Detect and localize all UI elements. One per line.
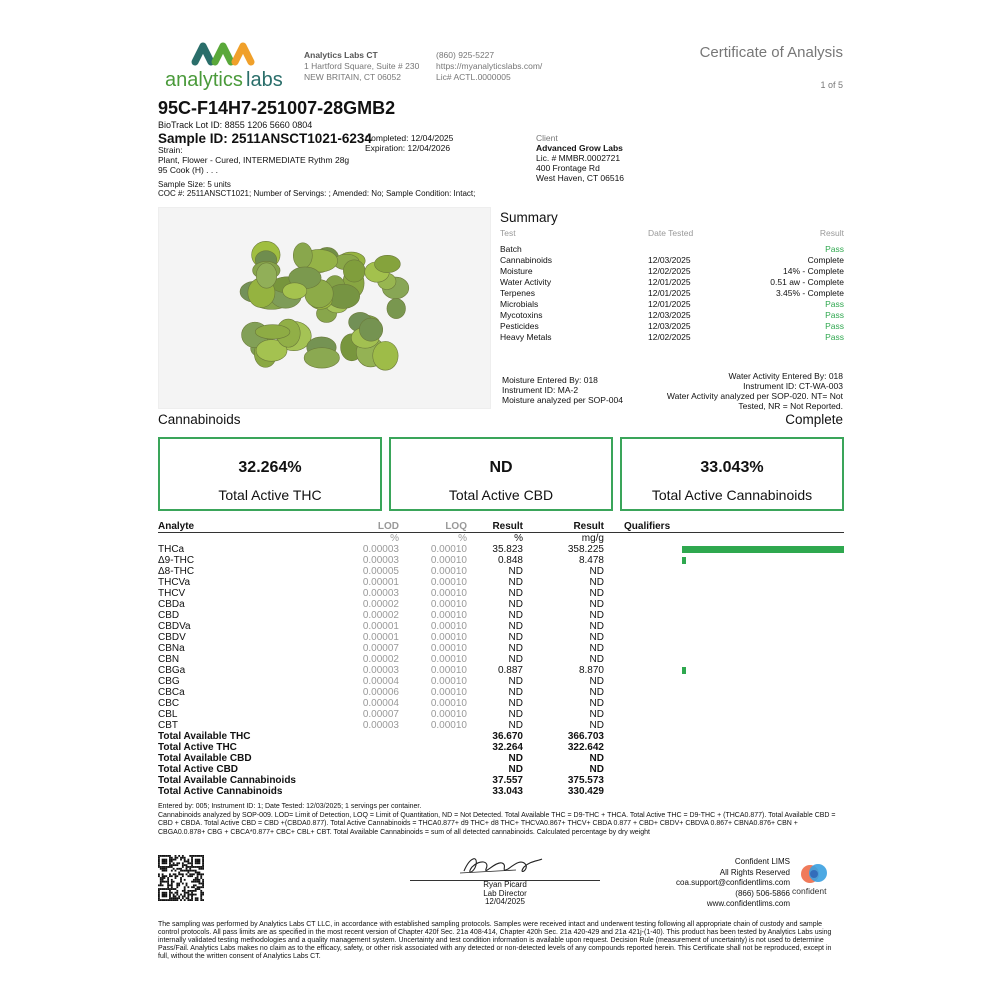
cell-pct: ND xyxy=(508,610,523,621)
table-row xyxy=(158,676,844,687)
summary-test: Batch xyxy=(500,244,522,254)
table-total-row xyxy=(158,731,844,742)
unit-mg: mg/g xyxy=(581,533,604,544)
signed-date: 12/04/2025 xyxy=(484,897,526,906)
cell-pct: ND xyxy=(508,632,523,643)
cell-mg: ND xyxy=(589,610,604,621)
cell-loq: 0.00010 xyxy=(430,709,467,720)
cell-pct: ND xyxy=(508,687,523,698)
summary-result: Complete xyxy=(807,255,844,265)
col-qualifiers: Qualifiers xyxy=(624,521,671,532)
cell-pct: ND xyxy=(508,643,523,654)
lims-phone: (866) 506-5866 xyxy=(735,888,790,898)
cell-analyte: CBN xyxy=(158,654,180,665)
card-value: 32.264% xyxy=(238,459,302,476)
table-total-row xyxy=(158,775,844,786)
strain-line: Plant, Flower - Cured, INTERMEDIATE Rythm 28g xyxy=(158,155,350,165)
client-street: 400 Frontage Rd xyxy=(536,163,600,173)
lims-line: Confident LIMS xyxy=(734,857,790,866)
cell-lod: 0.00006 xyxy=(362,687,399,698)
cell-analyte: CBC xyxy=(158,698,180,709)
client-city: West Haven, CT 06516 xyxy=(536,173,625,183)
summary-date: 12/02/2025 xyxy=(648,266,691,276)
table-row xyxy=(158,687,844,698)
cell-loq: 0.00010 xyxy=(430,577,467,588)
summary-row xyxy=(500,255,844,266)
col-result-mg: Result xyxy=(573,521,604,532)
cell-lod: 0.00004 xyxy=(362,698,399,709)
qualifier-bar xyxy=(682,667,686,674)
cell-analyte: CBDV xyxy=(158,632,186,643)
cell-mg: ND xyxy=(589,764,604,775)
summary-date: 12/02/2025 xyxy=(648,332,691,342)
summary-test: Microbials xyxy=(500,299,539,309)
summary-result: Pass xyxy=(825,299,844,309)
cell-analyte: CBNa xyxy=(158,643,185,654)
summary-test: Heavy Metals xyxy=(500,332,552,342)
cell-lod: 0.00003 xyxy=(362,588,399,599)
sample-code: 95C-F14H7-251007-28GMB2 xyxy=(158,98,396,118)
cell-analyte: Total Active Cannabinoids xyxy=(158,786,283,797)
cell-mg: ND xyxy=(589,599,604,610)
client-name: Advanced Grow Labs xyxy=(536,143,623,153)
cell-analyte: CBT xyxy=(158,720,178,731)
card-value: 33.043% xyxy=(700,459,764,476)
sample-size-info xyxy=(158,180,475,198)
note-line: Instrument ID: MA-2 xyxy=(502,385,579,395)
cell-analyte: CBD xyxy=(158,610,180,621)
expiration-date: Expiration: 12/04/2026 xyxy=(365,143,451,153)
table-row xyxy=(158,720,844,731)
cell-lod: 0.00001 xyxy=(362,621,399,632)
summary-result: 3.45% - Complete xyxy=(775,288,844,298)
total-active-cannabinoids-card xyxy=(620,437,844,511)
col-analyte: Analyte xyxy=(158,521,195,532)
summary-title: Summary xyxy=(500,210,558,225)
table-row xyxy=(158,643,844,654)
cell-analyte: CBGa xyxy=(158,665,186,676)
cell-mg: ND xyxy=(589,577,604,588)
lab-name: Analytics Labs CT xyxy=(304,50,378,60)
cell-pct: 32.264 xyxy=(492,742,523,753)
table-units-row xyxy=(158,533,844,544)
summary-row xyxy=(500,332,844,343)
signature xyxy=(456,853,546,879)
cell-pct: 33.043 xyxy=(492,786,523,797)
summary-panel xyxy=(500,210,844,343)
cell-lod: 0.00007 xyxy=(362,709,399,720)
cell-lod: 0.00001 xyxy=(362,577,399,588)
cell-mg: 358.225 xyxy=(567,544,604,555)
lab-address-line: 1 Hartford Square, Suite # 230 xyxy=(304,61,420,71)
document-title: Certificate of Analysis xyxy=(699,44,843,61)
summary-result: Pass xyxy=(825,332,844,342)
cell-mg: 366.703 xyxy=(567,731,604,742)
cell-loq: 0.00010 xyxy=(430,665,467,676)
cell-pct: 35.823 xyxy=(492,544,523,555)
strain-info xyxy=(158,145,349,175)
table-row xyxy=(158,566,844,577)
signer-name: Ryan Picard xyxy=(483,880,527,889)
analytics-labs-logo xyxy=(165,40,290,92)
strain-line: 95 Cook (H) . . . xyxy=(158,165,218,175)
unit-lod: % xyxy=(390,533,399,544)
summary-test: Water Activity xyxy=(500,277,552,287)
cell-mg: 8.870 xyxy=(578,665,604,676)
cell-mg: ND xyxy=(589,566,604,577)
table-row xyxy=(158,588,844,599)
cell-pct: 37.557 xyxy=(492,775,523,786)
cell-mg: ND xyxy=(589,621,604,632)
cannabinoids-status: Complete xyxy=(785,412,843,427)
table-row xyxy=(158,621,844,632)
lab-license: Lic# ACTL.0000005 xyxy=(436,72,511,82)
summary-test: Pesticides xyxy=(500,321,539,331)
unit-pct: % xyxy=(514,533,523,544)
cell-pct: ND xyxy=(508,764,523,775)
note-line: Entered by: 005; Instrument ID: 1; Date Tested: 12/03/2025; 1 servings per container. xyxy=(158,803,422,810)
cell-loq: 0.00010 xyxy=(430,621,467,632)
cell-loq: 0.00010 xyxy=(430,566,467,577)
lab-phone: (860) 925-5227 xyxy=(436,50,495,60)
cell-lod: 0.00002 xyxy=(362,654,399,665)
summary-row xyxy=(500,299,844,310)
cell-mg: ND xyxy=(589,643,604,654)
cell-analyte: Total Available CBD xyxy=(158,753,252,764)
cell-mg: 330.429 xyxy=(567,786,604,797)
summary-date: 12/03/2025 xyxy=(648,255,691,265)
cell-lod: 0.00003 xyxy=(362,665,399,676)
cell-mg: ND xyxy=(589,676,604,687)
cell-mg: 322.642 xyxy=(567,742,604,753)
table-row xyxy=(158,654,844,665)
cell-lod: 0.00004 xyxy=(362,676,399,687)
confident-logo-text: confident xyxy=(792,886,827,896)
summary-date: 12/01/2025 xyxy=(648,288,691,298)
cannabinoids-title: Cannabinoids xyxy=(158,412,241,427)
summary-test: Cannabinoids xyxy=(500,255,552,265)
cell-lod: 0.00003 xyxy=(362,544,399,555)
table-row xyxy=(158,555,844,566)
table-row xyxy=(158,665,844,676)
cell-analyte: THCV xyxy=(158,588,186,599)
sample-size: Sample Size: 5 units xyxy=(158,180,231,189)
cell-pct: ND xyxy=(508,698,523,709)
table-row xyxy=(158,632,844,643)
lims-line: All Rights Reserved xyxy=(719,867,790,877)
cell-loq: 0.00010 xyxy=(430,643,467,654)
total-active-thc-card xyxy=(158,437,382,511)
cell-pct: ND xyxy=(508,577,523,588)
card-value: ND xyxy=(489,459,513,476)
summary-result: Pass xyxy=(825,321,844,331)
cell-analyte: CBL xyxy=(158,709,178,720)
table-header xyxy=(158,520,844,533)
cell-analyte: CBG xyxy=(158,676,180,687)
water-activity-note xyxy=(667,371,843,411)
lims-website[interactable]: www.confidentlims.com xyxy=(706,899,790,908)
cell-pct: ND xyxy=(508,588,523,599)
cell-loq: 0.00010 xyxy=(430,555,467,566)
lab-address-line: NEW BRITAIN, CT 06052 xyxy=(304,72,401,82)
cell-lod: 0.00007 xyxy=(362,643,399,654)
lims-info xyxy=(676,857,790,910)
table-total-row xyxy=(158,764,844,775)
client-license: Lic. # MMBR.0002721 xyxy=(536,153,621,163)
qualifier-bar xyxy=(682,546,844,553)
svg-text:labs: labs xyxy=(246,69,283,91)
summary-test: Moisture xyxy=(500,266,533,276)
cell-pct: ND xyxy=(508,621,523,632)
sample-photo xyxy=(158,207,491,409)
col-result-pct: Result xyxy=(492,521,523,532)
cell-analyte: Total Available Cannabinoids xyxy=(158,775,296,786)
cell-lod: 0.00005 xyxy=(362,566,399,577)
note-line: Water Activity analyzed per SOP-020. NT= Not xyxy=(666,391,843,401)
cell-loq: 0.00010 xyxy=(430,588,467,599)
moisture-note xyxy=(502,375,623,405)
summary-header-test: Test xyxy=(500,228,516,238)
summary-result: 0.51 aw - Complete xyxy=(770,277,844,287)
summary-date: 12/03/2025 xyxy=(648,310,691,320)
strain-label: Strain: xyxy=(158,145,183,155)
lab-website[interactable]: https://myanalyticslabs.com/ xyxy=(436,61,543,71)
cell-pct: 0.887 xyxy=(497,665,523,676)
lab-address xyxy=(304,61,419,83)
total-active-cbd-card xyxy=(389,437,613,511)
summary-row xyxy=(500,288,844,299)
col-loq: LOQ xyxy=(445,521,467,532)
cell-pct: 36.670 xyxy=(492,731,523,742)
cell-loq: 0.00010 xyxy=(430,610,467,621)
table-total-row xyxy=(158,786,844,797)
card-label: Total Active THC xyxy=(218,487,322,503)
cell-analyte: CBCa xyxy=(158,687,185,698)
note-line: Moisture Entered By: 018 xyxy=(502,375,598,385)
lims-email[interactable]: coa.support@confidentlims.com xyxy=(676,878,790,887)
cell-pct: ND xyxy=(508,566,523,577)
cell-mg: ND xyxy=(589,709,604,720)
table-total-row xyxy=(158,742,844,753)
summary-test: Terpenes xyxy=(500,288,535,298)
cell-mg: ND xyxy=(589,698,604,709)
cell-lod: 0.00003 xyxy=(362,555,399,566)
client-label: Client xyxy=(536,133,558,143)
table-row xyxy=(158,599,844,610)
cell-pct: ND xyxy=(508,709,523,720)
table-row xyxy=(158,610,844,621)
summary-row xyxy=(500,321,844,332)
cell-loq: 0.00010 xyxy=(430,676,467,687)
summary-header-result: Result xyxy=(819,228,844,238)
cell-analyte: CBDa xyxy=(158,599,185,610)
note-line: Cannabinoids analyzed by SOP-009. LOD= Limit of Detection, LOQ = Limit of Quantitation, ND = Not Detected. Total Available THC = D9-THC + THCA. Total Active THC = D9-THC + (THCA0.877). Total Available CBD = CBD + CBDA. Total Active CBD = CBD +(CBDA0.877). Total Active Cannabinoids = THCA0.877+ d9 THC+ d8 THC+ THCVA0.867+ THCV+ CBDA 0.877 + CBD+ CBDV+ CBDVA 0.867+ CBNA0.876+ CBN + CBGA0.0.878+ CBG + CBCA*0.877+ CBC+ CBL+ CBT. Total Available Cannabinoids = sum of all detected cannabinoids. Calculated percentage by dry weight xyxy=(158,811,836,836)
qr-code[interactable] xyxy=(158,855,204,901)
cell-analyte: Δ9-THC xyxy=(158,555,195,566)
cell-loq: 0.00010 xyxy=(430,687,467,698)
cell-lod: 0.00001 xyxy=(362,632,399,643)
cell-analyte: THCVa xyxy=(158,577,191,588)
summary-header-date: Date Tested xyxy=(648,228,694,238)
cell-analyte: CBDVa xyxy=(158,621,191,632)
confident-logo-icon xyxy=(796,862,832,884)
cell-mg: ND xyxy=(589,632,604,643)
cell-analyte: Total Available THC xyxy=(158,731,251,742)
page-number: 1 of 5 xyxy=(820,80,843,90)
cell-pct: ND xyxy=(508,676,523,687)
cell-pct: ND xyxy=(508,720,523,731)
table-total-row xyxy=(158,753,844,764)
cell-analyte: Total Active THC xyxy=(158,742,237,753)
signer-title: Lab Director xyxy=(483,888,527,898)
cell-lod: 0.00003 xyxy=(362,720,399,731)
sample-id: Sample ID: 2511ANSCT1021-6234 xyxy=(158,131,372,146)
cell-analyte: Δ8-THC xyxy=(158,566,195,577)
signer-block xyxy=(410,881,600,907)
qualifier-bar xyxy=(682,557,686,564)
summary-row xyxy=(500,310,844,321)
table-row xyxy=(158,709,844,720)
cell-loq: 0.00010 xyxy=(430,698,467,709)
cell-pct: ND xyxy=(508,599,523,610)
summary-date: 12/03/2025 xyxy=(648,321,691,331)
note-line: Moisture analyzed per SOP-004 xyxy=(502,395,623,405)
summary-result: Pass xyxy=(825,310,844,320)
summary-date: 12/01/2025 xyxy=(648,299,691,309)
cell-loq: 0.00010 xyxy=(430,720,467,731)
summary-rows xyxy=(500,244,844,343)
note-line: Water Activity Entered By: 018 xyxy=(728,371,843,381)
summary-test: Mycotoxins xyxy=(500,310,543,320)
cell-mg: 375.573 xyxy=(567,775,604,786)
cell-loq: 0.00010 xyxy=(430,654,467,665)
unit-loq: % xyxy=(458,533,467,544)
cell-loq: 0.00010 xyxy=(430,599,467,610)
cell-lod: 0.00002 xyxy=(362,599,399,610)
card-label: Total Active Cannabinoids xyxy=(651,487,813,503)
cannabinoid-notes xyxy=(158,803,844,837)
table-row xyxy=(158,698,844,709)
cell-mg: ND xyxy=(589,753,604,764)
summary-row xyxy=(500,277,844,288)
summary-date xyxy=(648,244,728,255)
summary-result: Pass xyxy=(825,244,844,254)
cell-mg: ND xyxy=(589,687,604,698)
disclaimer: The sampling was performed by Analytics Labs CT LLC, in accordance with established sampling protocols. Samples were received intact and underwent testing following all appropriate chain of custody and sample control protocols. All pass limits are as specified in the most recent version of Chapter 420f Sec. 21a 408-414, Chapter 420h Sec. 21a 420-429 and 21a 421j-(1-40). This product has been tested by Analytics Labs using internally validated testing methodologies and a quality management system. Uncertainty and test condition information is available upon request. Decision Rule (measurement of uncertainty) is not used to determine Pass/Fail. Analytics Labs makes no claim as to the efficacy, safety, or other risk associated with any detected or non-detected levels of any compounds reported herein. This Certificate shall not be reproduced, except in full, without the written consent of Analytics Labs CT. xyxy=(158,921,832,960)
cell-pct: ND xyxy=(508,654,523,665)
biotrack-lot-id: BioTrack Lot ID: 8855 1206 5660 0804 xyxy=(158,120,313,130)
cell-loq: 0.00010 xyxy=(430,632,467,643)
summary-row xyxy=(500,244,844,255)
summary-header xyxy=(500,228,844,239)
completed-date: Completed: 12/04/2025 xyxy=(365,133,454,143)
cell-mg: ND xyxy=(589,588,604,599)
sample-dates xyxy=(365,133,453,153)
client-info xyxy=(536,133,624,183)
note-line: Tested, NR = Not Reported. xyxy=(738,401,843,411)
cell-mg: ND xyxy=(589,720,604,731)
table-row xyxy=(158,577,844,588)
col-lod: LOD xyxy=(377,521,399,532)
cell-mg: ND xyxy=(589,654,604,665)
coc-line: COC #: 2511ANSCT1021; Number of Servings: ; Amended: No; Sample Condition: Intact; xyxy=(158,189,476,198)
cell-analyte: THCa xyxy=(158,544,185,555)
summary-row xyxy=(500,266,844,277)
card-label: Total Active CBD xyxy=(448,487,554,503)
cell-lod: 0.00002 xyxy=(362,610,399,621)
cell-pct: 0.848 xyxy=(497,555,523,566)
table-body xyxy=(158,544,844,797)
summary-result: 14% - Complete xyxy=(783,266,844,276)
summary-date: 12/01/2025 xyxy=(648,277,691,287)
cell-loq: 0.00010 xyxy=(430,544,467,555)
cell-pct: ND xyxy=(508,753,523,764)
note-line: Instrument ID: CT-WA-003 xyxy=(743,381,843,391)
table-row xyxy=(158,544,844,555)
cell-mg: 8.478 xyxy=(578,555,604,566)
svg-text:analytics: analytics xyxy=(165,69,243,91)
lab-contact xyxy=(436,50,542,83)
cannabinoid-table xyxy=(158,520,844,797)
cell-analyte: Total Active CBD xyxy=(158,764,239,775)
